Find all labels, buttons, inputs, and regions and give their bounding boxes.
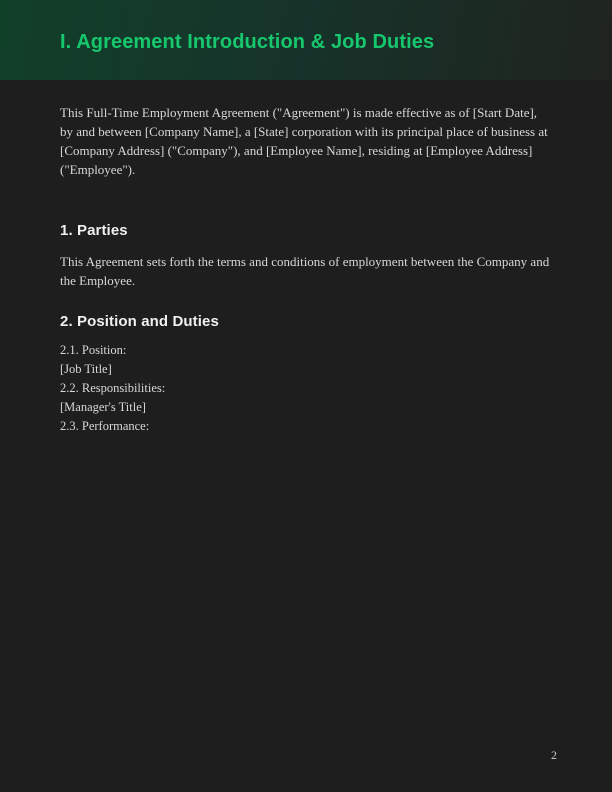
clause-line-responsibilities: 2.2. Responsibilities: — [60, 381, 166, 395]
section-heading-position-duties: 2. Position and Duties — [60, 313, 219, 330]
page-content — [0, 103, 612, 436]
clause-line-managers-title: [Manager's Title] — [60, 400, 146, 414]
section-body-parties: This Agreement sets forth the terms and conditions of employment between the Company and the Employee. — [60, 254, 550, 288]
section-header-band — [0, 0, 612, 80]
page-number: 2 — [551, 748, 557, 762]
section-heading-parties: 1. Parties — [60, 222, 128, 239]
clause-line-position: 2.1. Position: — [60, 343, 127, 357]
intro-paragraph: This Full-Time Employment Agreement ("Agreement") is made effective as of [Start Date], by and between [Company Name], a [State] corporation with its principal place of business at [Company Address] ("Company"), and [Employee Name], residing at [Employee Address] ("Employee"). — [60, 105, 548, 177]
clause-line-performance: 2.3. Performance: — [60, 419, 150, 433]
clause-line-job-title: [Job Title] — [60, 362, 112, 376]
section-title: I. Agreement Introduction & Job Duties — [60, 30, 435, 53]
clause-list — [60, 341, 552, 436]
